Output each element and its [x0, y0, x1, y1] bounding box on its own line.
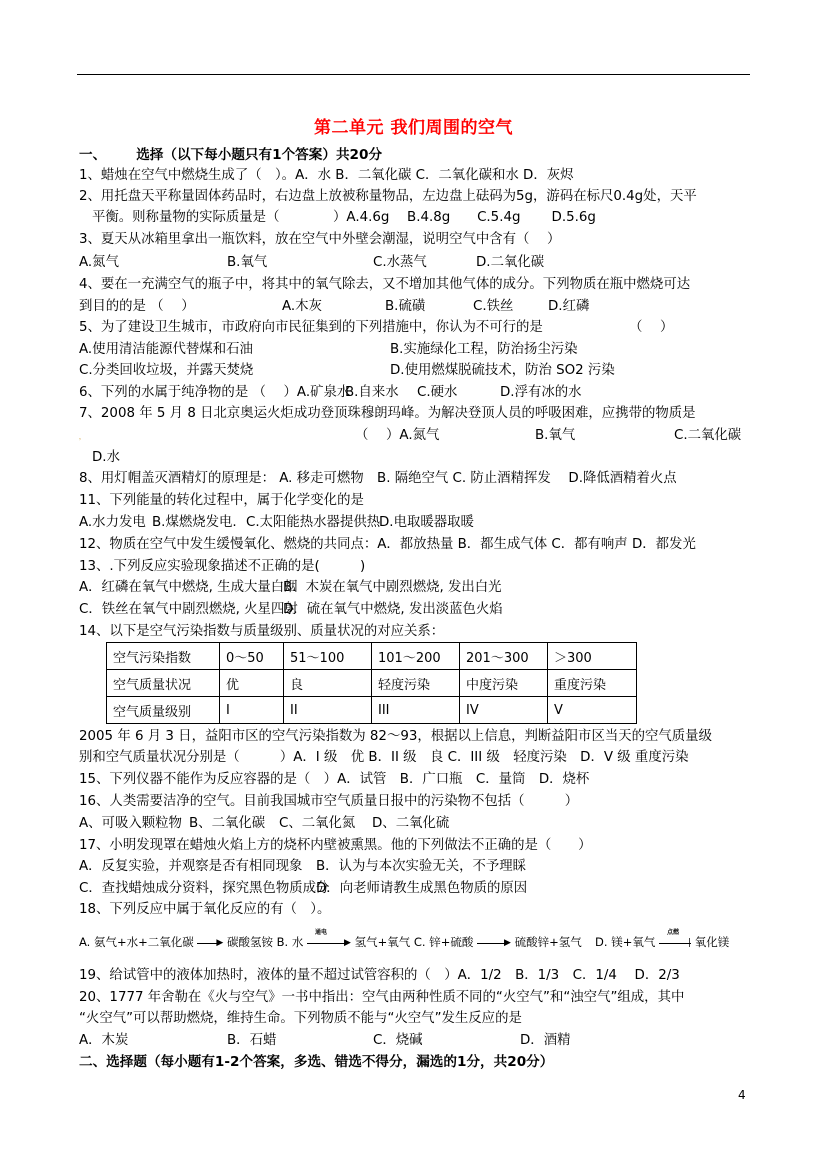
table-cell: 51～100 — [284, 643, 372, 670]
option-c: C．查找蜡烛成分资料，探究黑色物质成分 — [79, 881, 330, 896]
question-20-line-1: 20、1777 年舍勒在《火与空气》一书中指出：空气由两种性质不同的“火空气”和“浊空气”组成，其中 — [79, 990, 685, 1005]
question-13-options-ab — [79, 578, 502, 598]
reaction-d-reactants: D. 镁+氧气 — [595, 935, 656, 949]
table-cell: 轻度污染 — [372, 670, 460, 697]
reaction-b-product: 氢气+氧气 — [354, 935, 411, 949]
table-row — [107, 697, 637, 724]
arrow-icon: 通电 ▶ — [307, 936, 351, 950]
question-17-options-cd — [79, 879, 527, 899]
question-11-stem: 11、下列能量的转化过程中，属于化学变化的是 — [79, 493, 364, 508]
option-a: A．红磷在氧气中燃烧, 生成大量白烟 — [79, 580, 298, 595]
option-c: C、二氧化氮 — [279, 816, 356, 831]
question-17-options-ab — [79, 857, 526, 877]
table-cell: 101～200 — [372, 643, 460, 670]
question-8: 8、用灯帽盖灭酒精灯的原理是： A. 移走可燃物 B. 隔绝空气 C. 防止酒精挥发 D.降低酒精着火点 — [79, 471, 677, 486]
option-b: B．石蜡 — [227, 1033, 277, 1048]
table-cell: 中度污染 — [460, 670, 548, 697]
option-a: A、可吸入颗粒物 — [79, 816, 182, 831]
reaction-a-product: 碳酸氢铵 — [226, 935, 273, 949]
table-cell: ＞300 — [548, 643, 637, 670]
question-1: 1、蜡烛在空气中燃烧生成了（ ）。A．水 B．二氧化碳 C．二氧化碳和水 D．灰烬 — [79, 168, 574, 183]
table-row — [107, 670, 637, 697]
option-b: B．木炭在氧气中剧烈燃烧, 发出白光 — [283, 580, 502, 595]
table-cell: I — [220, 697, 284, 724]
option-d: D.红磷 — [548, 299, 590, 314]
table-cell: 空气污染指数 — [107, 643, 220, 670]
option-b: B.硫磺 — [385, 299, 426, 314]
reaction-c-product: 硫酸锌+氢气 — [514, 935, 582, 949]
table-cell: 0～50 — [220, 643, 284, 670]
option-d: D、二氧化硫 — [372, 816, 450, 831]
table-cell: V — [548, 697, 637, 724]
option-d: D.水 — [92, 450, 120, 465]
option-c: C.分类回收垃圾，并露天焚烧 — [79, 363, 254, 378]
option-d: D．向老师请教生成黑色物质的原因 — [316, 881, 528, 896]
option-d: D.使用燃煤脱硫技术，防治 SO2 污染 — [390, 363, 615, 378]
question-6 — [79, 383, 582, 403]
air-quality-table — [106, 642, 637, 724]
question-5-options-cd — [79, 361, 615, 381]
question-20-line-2: “火空气”可以帮助燃烧，维持生命。下列物质不能与“火空气”发生反应的是 — [79, 1011, 522, 1026]
question-14-after-2: 别和空气质量状况分别是（ ）A．I 级 优 B．II 级 良 C．III 级 轻度污染 D．V 级 重度污染 — [79, 750, 689, 765]
option-d: D．硫在氧气中燃烧, 发出淡蓝色火焰 — [283, 602, 503, 617]
section-1-number: 一、 — [79, 147, 107, 163]
table-row — [107, 643, 637, 670]
option-b: B.氧气 — [227, 255, 268, 270]
reaction-condition: 点燃 — [667, 928, 680, 936]
question-13-stem: 13、.下列反应实验现象描述不正确的是( ) — [79, 559, 366, 574]
question-18-equations — [79, 928, 730, 950]
question-3-options — [79, 253, 544, 273]
option-b: B.自来水 — [345, 385, 399, 400]
stray-mark: ， — [79, 434, 86, 441]
arrow-icon: ▶ — [477, 936, 511, 950]
option-a: A．木炭 — [79, 1033, 129, 1048]
question-12: 12、物质在空气中发生缓慢氧化、燃烧的共同点：A．都放热量 B．都生成气体 C．都有响声 D．都发光 — [79, 537, 696, 552]
arrow-icon: ▶ — [197, 936, 223, 950]
question-5-text: 5、为了建设卫生城市，市政府向市民征集到的下列措施中，你认为不可行的是 — [79, 320, 543, 335]
option-c: C.铁丝 — [473, 299, 514, 314]
option-b: B．认为与本次实验无关，不予理睬 — [316, 859, 527, 874]
table-cell: IV — [460, 697, 548, 724]
question-2-line-2: 平衡。则称量物的实际质量是（ ）A.4.6g B.4.8g C.5.4g D.5.6g — [92, 210, 596, 225]
section-2-heading: 二、选择题（每小题有1-2个答案，多选、错选不得分，漏选的1分，共20分） — [79, 1054, 554, 1070]
option-d: D.电取暖器取暖 — [379, 515, 474, 530]
option-a: A．反复实验，并观察是否有相同现象 — [79, 859, 303, 874]
question-4-line-2 — [79, 297, 589, 317]
option-b: B、二氧化碳 — [189, 816, 266, 831]
question-16-options — [79, 814, 449, 834]
option-c: C.太阳能热水器提供热 — [246, 515, 381, 530]
reaction-a-reactants: A. 氨气+水+二氧化碳 — [79, 935, 194, 949]
question-4-stem-end: 到目的的是 （ ） — [79, 299, 195, 314]
question-13-options-cd — [79, 600, 503, 620]
question-11-options — [79, 513, 474, 533]
table-cell: 空气质量状况 — [107, 670, 220, 697]
question-6-stem: 6、下列的水属于纯净物的是 （ ）A.矿泉水 — [79, 385, 351, 400]
arrow-icon: 点燃 | — [659, 936, 691, 950]
option-d: D．酒精 — [520, 1033, 571, 1048]
question-7-option-a: （ ）A.氮气 — [355, 428, 440, 443]
reaction-d-product: 氧化镁 — [694, 935, 730, 949]
page-number: 4 — [738, 1088, 746, 1102]
table-cell: II — [284, 697, 372, 724]
question-3-stem: 3、夏天从冰箱里拿出一瓶饮料，放在空气中外壁会潮湿，说明空气中含有（ ） — [79, 232, 561, 247]
question-5-options-ab — [79, 340, 578, 360]
question-16-stem: 16、人类需要洁净的空气。目前我国城市空气质量日报中的污染物不包括（ ） — [79, 794, 579, 809]
option-d: D.浮有冰的水 — [500, 385, 582, 400]
question-7-line-1: 7、2008 年 5 月 8 日北京奥运火炬成功登顶珠穆朗玛峰。为解决登顶人员的呼吸困难，应携带的物质是 — [79, 406, 696, 421]
table-cell: 201～300 — [460, 643, 548, 670]
option-a: A.使用清洁能源代替煤和石油 — [79, 342, 253, 357]
header-rule — [77, 74, 750, 75]
table-cell: 重度污染 — [548, 670, 637, 697]
question-19: 19、给试管中的液体加热时，液体的量不超过试管容积的（ ）A．1/2 B．1/3 C．1/4 D．2/3 — [79, 968, 680, 983]
question-5-stem — [79, 318, 673, 338]
question-2-line-1: 2、用托盘天平称量固体药品时，右边盘上放被称量物品，左边盘上砝码为5g，游码在标尺0.4g处，天平 — [79, 189, 697, 204]
question-17-stem: 17、小明发现罩在蜡烛火焰上方的烧杯内壁被熏黑。他的下列做法不正确的是（ ） — [79, 838, 592, 853]
reaction-condition: 通电 — [315, 928, 328, 936]
option-a: A.水力发电 — [79, 515, 146, 530]
question-7-line-2 — [79, 426, 741, 448]
option-d: D.二氧化碳 — [476, 255, 545, 270]
table-cell: 优 — [220, 670, 284, 697]
reaction-b-reactants: B. 水 — [276, 935, 304, 949]
answer-paren: （ ） — [629, 320, 674, 335]
option-c: C.硬水 — [417, 385, 458, 400]
table-cell: 空气质量级别 — [107, 697, 220, 724]
reaction-c-reactants: C. 锌+硫酸 — [413, 935, 474, 949]
table-cell: 良 — [284, 670, 372, 697]
question-15: 15、下列仪器不能作为反应容器的是（ ）A．试管 B．广口瓶 C．量筒 D．烧杯 — [79, 772, 590, 787]
option-a: A.木灰 — [282, 299, 322, 314]
option-c: C．铁丝在氧气中剧烈燃烧, 火星四射 — [79, 602, 298, 617]
option-b: B.煤燃烧发电. — [152, 515, 237, 530]
section-1-title: 选择（以下每小题只有1个答案）共20分 — [136, 147, 383, 163]
option-a: A.氮气 — [79, 255, 119, 270]
table-cell: III — [372, 697, 460, 724]
question-18-stem: 18、下列反应中属于氧化反应的有（ ）。 — [79, 902, 331, 917]
question-14-after-1: 2005 年 6 月 3 日，益阳市区的空气污染指数为 82～93，根据以上信息，判断益阳市区当天的空气质量级 — [79, 729, 712, 744]
question-14-stem: 14、以下是空气污染指数与质量级别、质量状况的对应关系： — [79, 624, 445, 639]
option-b: B.实施绿化工程，防治扬尘污染 — [390, 342, 578, 357]
option-c: C．烧碱 — [373, 1033, 423, 1048]
question-20-options — [79, 1031, 570, 1051]
option-c: C.水蒸气 — [373, 255, 427, 270]
option-c: C.二氧化碳 — [674, 428, 742, 443]
option-b: B.氧气 — [535, 428, 576, 443]
question-4-line-1: 4、要在一充满空气的瓶子中，将其中的氧气除去，又不增加其他气体的成分。下列物质在瓶中燃烧可达 — [79, 277, 691, 292]
section-1-heading — [79, 145, 382, 165]
page-title: 第二单元 我们周围的空气 — [314, 118, 513, 138]
